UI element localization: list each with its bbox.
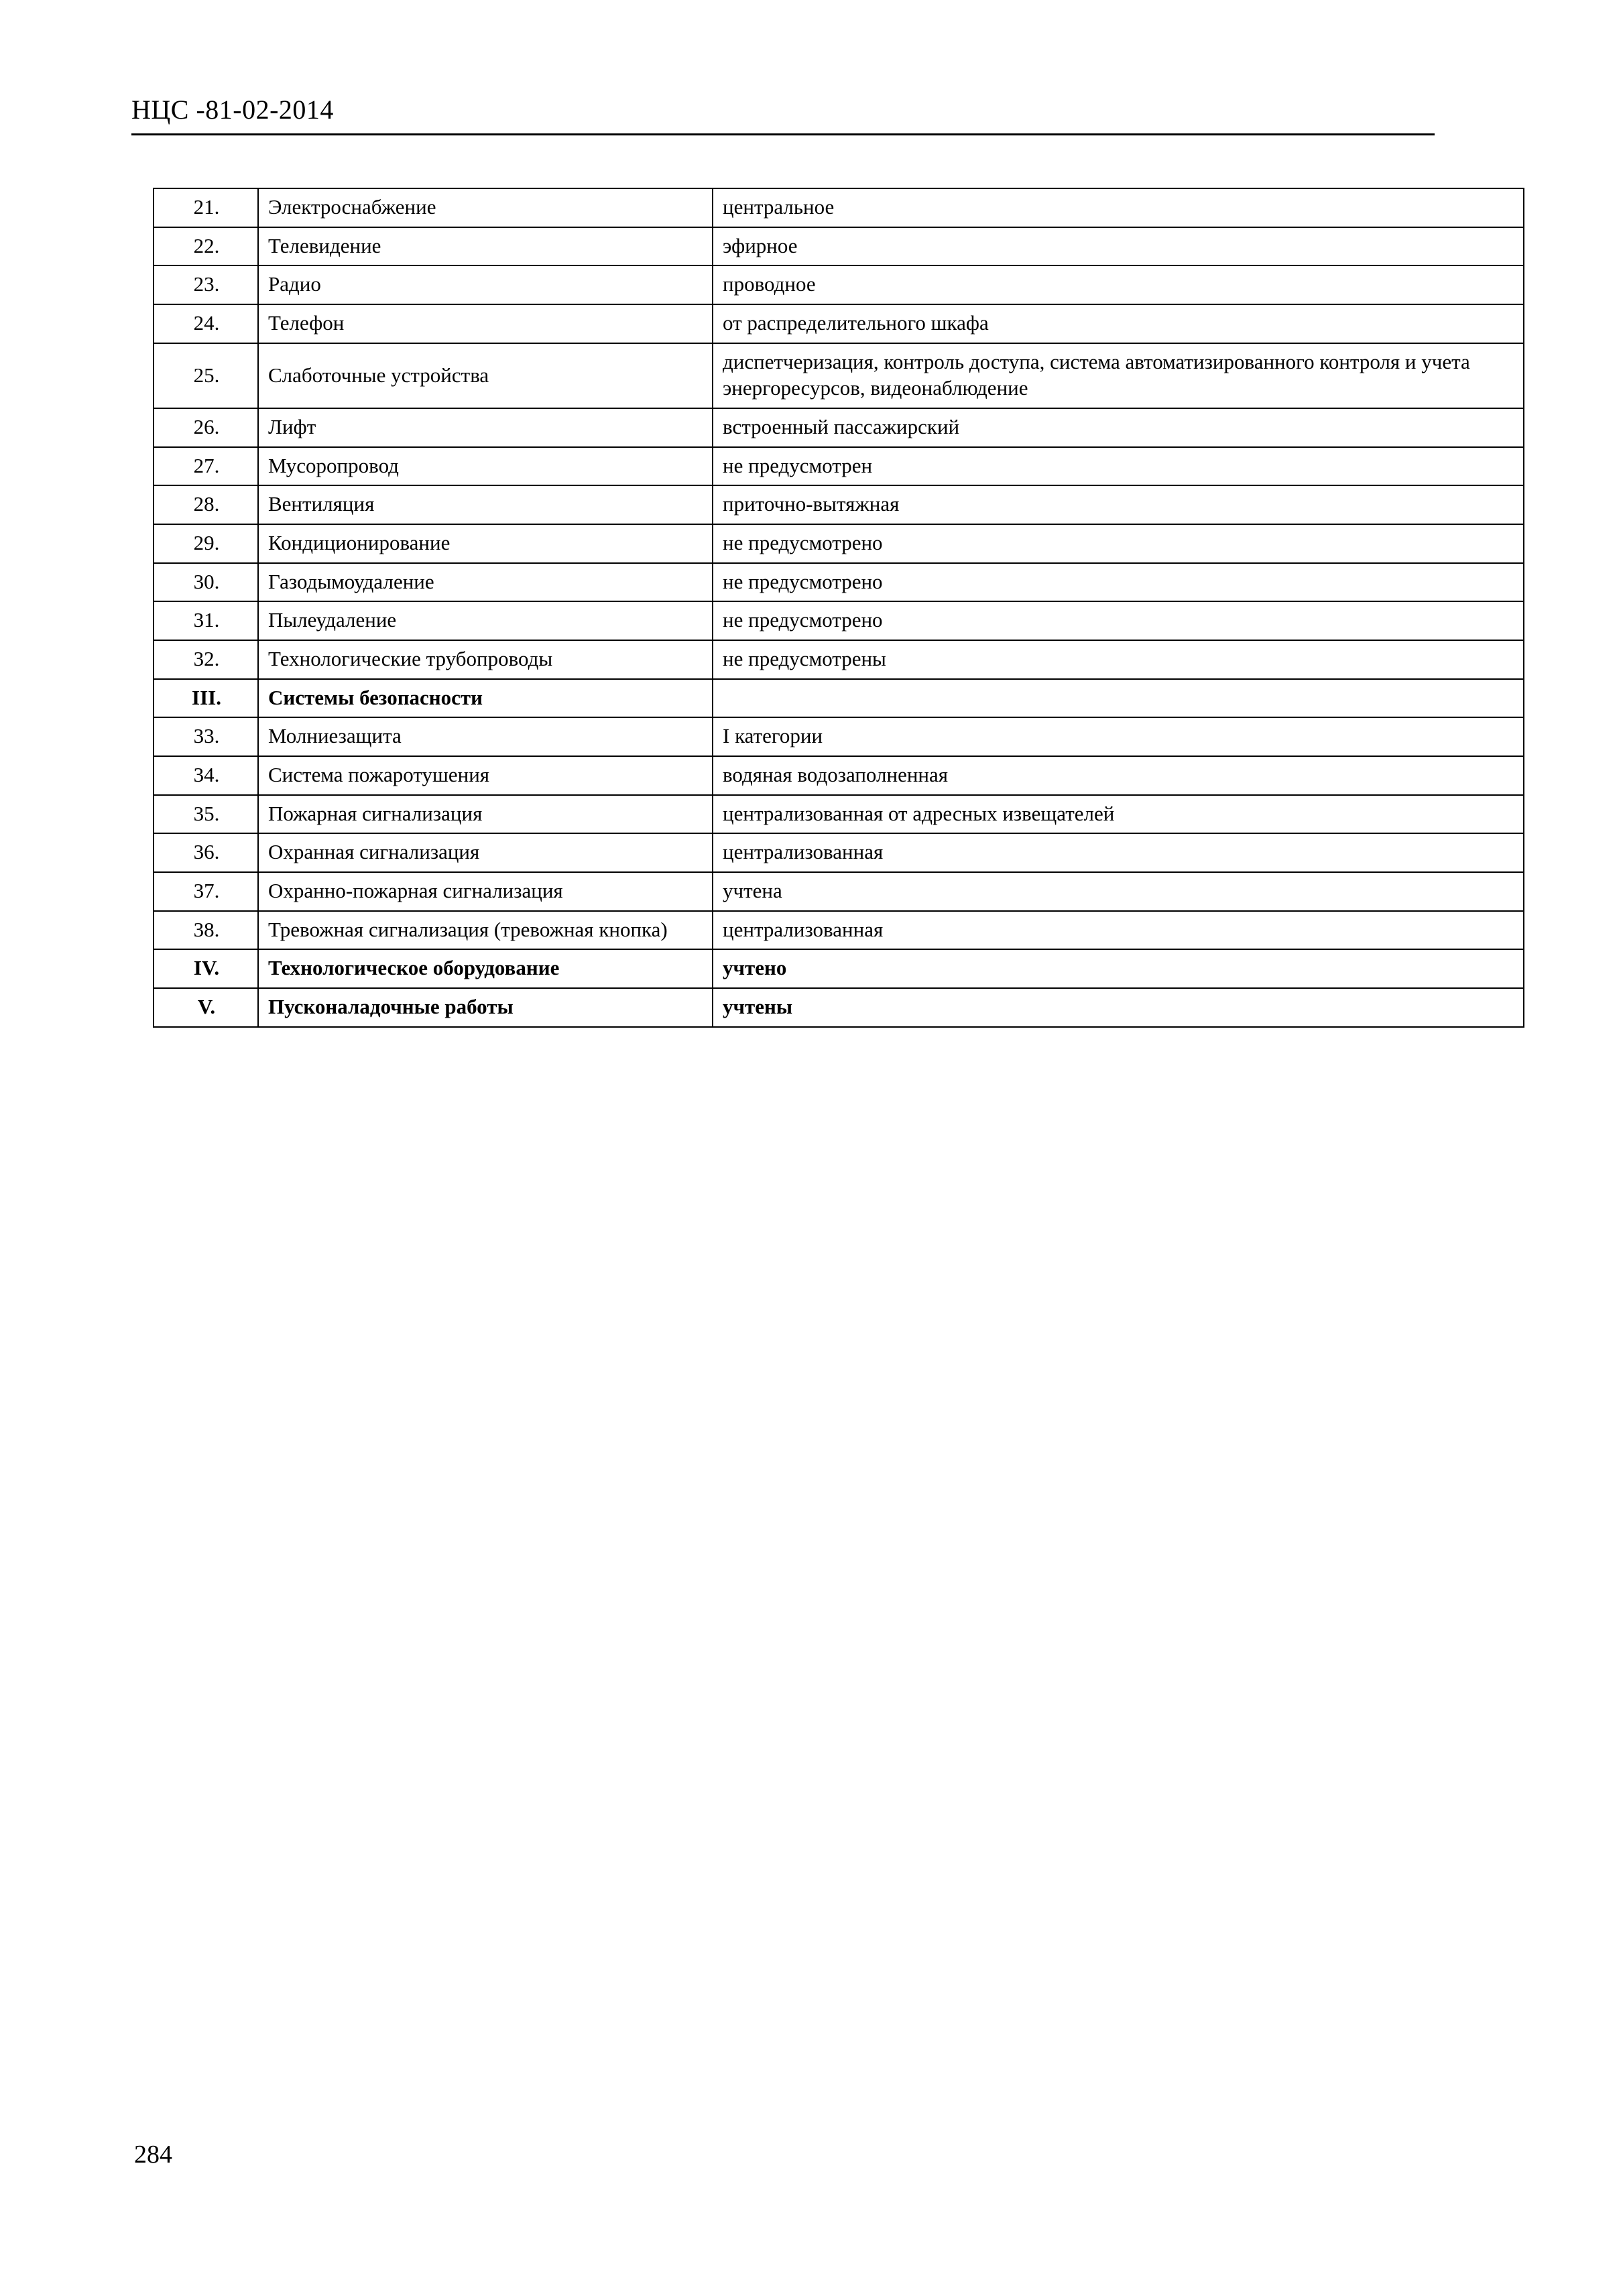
row-parameter-name: Технологические трубопроводы: [258, 640, 713, 679]
table-row: [154, 343, 1524, 408]
row-parameter-name: Технологическое оборудование: [258, 949, 713, 988]
page-header: [131, 94, 1435, 135]
row-parameter-name: Телевидение: [258, 227, 713, 266]
table-row: [154, 679, 1524, 718]
row-number: 33.: [154, 717, 258, 756]
row-parameter-value: водяная водозаполненная: [713, 756, 1524, 795]
row-parameter-value: централизованная от адресных извещателей: [713, 795, 1524, 834]
row-number: 25.: [154, 343, 258, 408]
row-number: 22.: [154, 227, 258, 266]
document-code: НЦС -81-02-2014: [131, 95, 334, 125]
table-row: [154, 601, 1524, 640]
row-parameter-name: Вентиляция: [258, 485, 713, 524]
row-number: 27.: [154, 447, 258, 486]
table-row: [154, 524, 1524, 563]
table-row: [154, 265, 1524, 304]
row-number: 34.: [154, 756, 258, 795]
table-row: [154, 227, 1524, 266]
table-row: [154, 640, 1524, 679]
row-parameter-name: Пусконаладочные работы: [258, 988, 713, 1027]
row-parameter-value: централизованная: [713, 833, 1524, 872]
row-parameter-value: не предусмотрены: [713, 640, 1524, 679]
row-parameter-name: Пожарная сигнализация: [258, 795, 713, 834]
row-parameter-name: Газодымоудаление: [258, 563, 713, 602]
table-row: [154, 833, 1524, 872]
row-parameter-value: встроенный пассажирский: [713, 408, 1524, 447]
row-parameter-name: Тревожная сигнализация (тревожная кнопка): [258, 911, 713, 950]
table-row: [154, 304, 1524, 343]
row-parameter-name: Электроснабжение: [258, 188, 713, 227]
row-parameter-value: не предусмотрено: [713, 524, 1524, 563]
row-parameter-value: учтены: [713, 988, 1524, 1027]
row-parameter-name: Охранная сигнализация: [258, 833, 713, 872]
table-row: [154, 485, 1524, 524]
row-parameter-name: Системы безопасности: [258, 679, 713, 718]
row-number: 26.: [154, 408, 258, 447]
row-parameter-name: Молниезащита: [258, 717, 713, 756]
row-parameter-value: диспетчеризация, контроль доступа, система автоматизированного контроля и учета энергоресурсов, видеонаблюдение: [713, 343, 1524, 408]
row-parameter-value: центральное: [713, 188, 1524, 227]
table-row: [154, 911, 1524, 950]
table-row: [154, 447, 1524, 486]
row-parameter-name: Радио: [258, 265, 713, 304]
row-parameter-value: [713, 679, 1524, 718]
specification-table-wrapper: [153, 188, 1470, 1028]
row-parameter-value: проводное: [713, 265, 1524, 304]
row-parameter-value: не предусмотрен: [713, 447, 1524, 486]
table-row: [154, 949, 1524, 988]
row-parameter-value: I категории: [713, 717, 1524, 756]
row-number: 36.: [154, 833, 258, 872]
row-parameter-value: эфирное: [713, 227, 1524, 266]
table-body: [154, 188, 1524, 1027]
row-parameter-name: Телефон: [258, 304, 713, 343]
row-number: 24.: [154, 304, 258, 343]
header-divider: [131, 133, 1435, 135]
row-parameter-value: учтена: [713, 872, 1524, 911]
row-number: IV.: [154, 949, 258, 988]
row-parameter-value: не предусмотрено: [713, 601, 1524, 640]
row-number: 31.: [154, 601, 258, 640]
row-parameter-name: Охранно-пожарная сигнализация: [258, 872, 713, 911]
page-number: 284: [134, 2140, 172, 2169]
row-parameter-name: Кондиционирование: [258, 524, 713, 563]
table-row: [154, 988, 1524, 1027]
table-row: [154, 872, 1524, 911]
table-row: [154, 795, 1524, 834]
specification-table: [153, 188, 1524, 1028]
row-number: 37.: [154, 872, 258, 911]
row-parameter-name: Слаботочные устройства: [258, 343, 713, 408]
table-row: [154, 563, 1524, 602]
row-parameter-value: от распределительного шкафа: [713, 304, 1524, 343]
table-row: [154, 188, 1524, 227]
row-number: 32.: [154, 640, 258, 679]
row-parameter-name: Лифт: [258, 408, 713, 447]
row-parameter-name: Система пожаротушения: [258, 756, 713, 795]
row-parameter-name: Пылеудаление: [258, 601, 713, 640]
row-number: 35.: [154, 795, 258, 834]
row-number: 29.: [154, 524, 258, 563]
row-number: 21.: [154, 188, 258, 227]
row-number: 23.: [154, 265, 258, 304]
row-parameter-name: Мусоропровод: [258, 447, 713, 486]
row-number: 28.: [154, 485, 258, 524]
table-row: [154, 756, 1524, 795]
row-number: V.: [154, 988, 258, 1027]
row-parameter-value: приточно-вытяжная: [713, 485, 1524, 524]
row-parameter-value: учтено: [713, 949, 1524, 988]
row-parameter-value: централизованная: [713, 911, 1524, 950]
row-parameter-value: не предусмотрено: [713, 563, 1524, 602]
table-row: [154, 408, 1524, 447]
table-row: [154, 717, 1524, 756]
row-number: 38.: [154, 911, 258, 950]
row-number: 30.: [154, 563, 258, 602]
row-number: III.: [154, 679, 258, 718]
